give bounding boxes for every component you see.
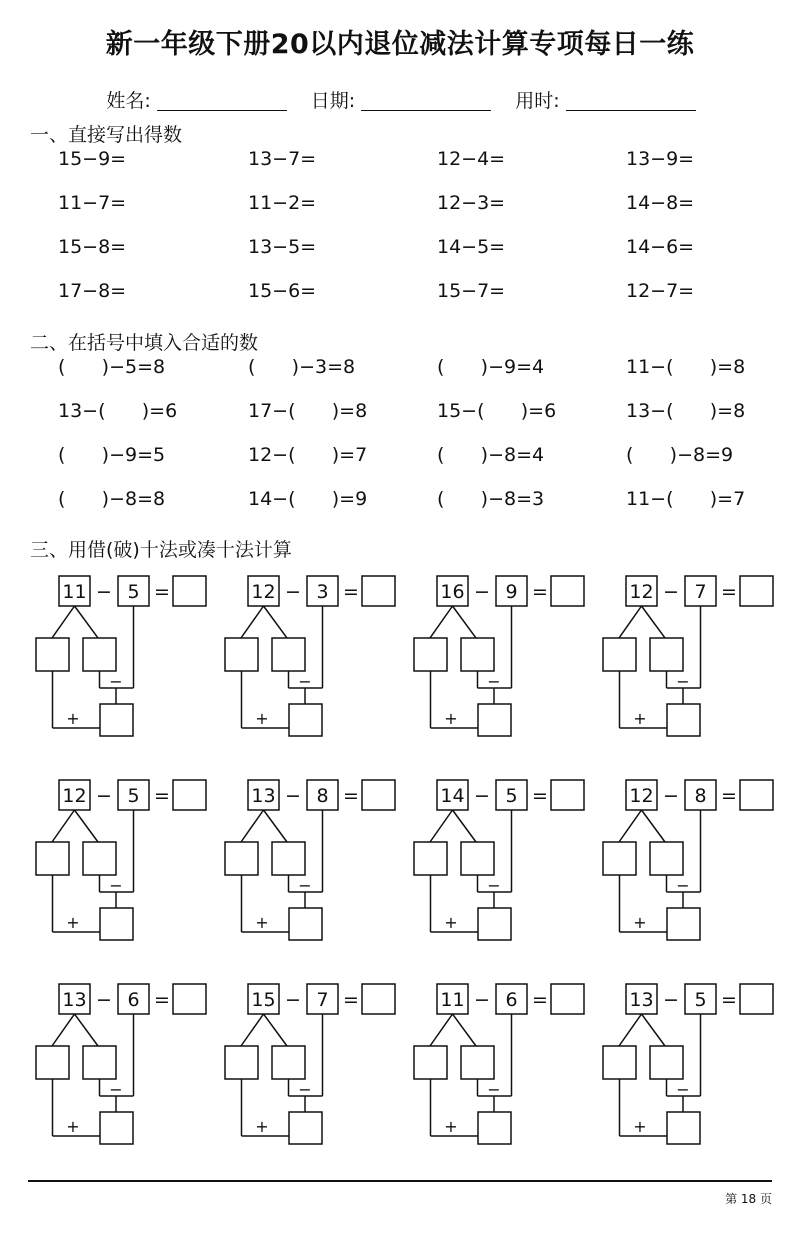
split-box-right (650, 1046, 683, 1079)
split-box-left (414, 842, 447, 875)
minus-sign: − (96, 989, 112, 1011)
split-box-right (461, 1046, 494, 1079)
branch-right (75, 810, 99, 842)
split-box-left (225, 1046, 258, 1079)
branch-left (241, 1014, 264, 1046)
answer-box (740, 984, 773, 1014)
sub-operator: − (298, 672, 312, 691)
split-box-left (36, 1046, 69, 1079)
add-operator: + (633, 1117, 647, 1136)
subtrahend-value: 7 (694, 581, 707, 603)
date-label: 日期: (310, 90, 356, 112)
sub-operator: − (487, 672, 501, 691)
split-box-right (272, 1046, 305, 1079)
result-box (100, 704, 133, 736)
section2-problem: 13−( )=8 (626, 400, 746, 422)
split-box-right (650, 638, 683, 671)
section1-problem: 15−9= (58, 148, 127, 170)
minuend-value: 13 (251, 785, 276, 807)
sub-operator: − (109, 1080, 123, 1099)
split-box-right (83, 1046, 116, 1079)
tree-problem (603, 576, 773, 736)
section2-problem: ( )−8=4 (437, 444, 545, 466)
add-operator: + (444, 1117, 458, 1136)
section1-problem: 14−8= (626, 192, 695, 214)
tree-problem (225, 576, 395, 736)
equals-sign: = (532, 785, 548, 807)
add-operator: + (66, 913, 80, 932)
sub-operator: − (676, 672, 690, 691)
answer-box (740, 576, 773, 606)
split-box-left (36, 638, 69, 671)
section2-problem: ( )−8=8 (58, 488, 166, 510)
minus-sign: − (663, 581, 679, 603)
split-box-left (225, 842, 258, 875)
sub-operator: − (487, 1080, 501, 1099)
result-box (667, 704, 700, 736)
tree-problem (414, 780, 584, 940)
section1-problem: 17−8= (58, 280, 127, 302)
split-box-left (225, 638, 258, 671)
name-label: 姓名: (106, 90, 151, 112)
minuend-value: 11 (440, 989, 465, 1011)
add-operator: + (444, 709, 458, 728)
section1-problem: 11−2= (248, 192, 317, 214)
section1-problem: 12−3= (437, 192, 506, 214)
section1-problem: 15−7= (437, 280, 506, 302)
branch-left (619, 606, 642, 638)
tree-problem (414, 984, 584, 1144)
answer-box (551, 984, 584, 1014)
split-box-right (83, 842, 116, 875)
subtrahend-value: 5 (505, 785, 518, 807)
result-box (289, 1112, 322, 1144)
add-operator: + (66, 709, 80, 728)
section2-problem: 11−( )=8 (626, 356, 746, 378)
subtrahend-value: 8 (316, 785, 329, 807)
minuend-value: 16 (440, 581, 465, 603)
sub-operator: − (298, 876, 312, 895)
branch-left (619, 1014, 642, 1046)
section1-problem: 11−7= (58, 192, 127, 214)
tree-problem (36, 780, 206, 940)
minus-sign: − (663, 989, 679, 1011)
branch-right (642, 810, 666, 842)
split-box-right (272, 638, 305, 671)
tree-problem (36, 984, 206, 1144)
add-operator: + (633, 709, 647, 728)
section1-problem: 15−6= (248, 280, 317, 302)
subtrahend-value: 6 (127, 989, 140, 1011)
minuend-value: 11 (62, 581, 87, 603)
result-box (667, 908, 700, 940)
section1-problem: 12−4= (437, 148, 506, 170)
subtrahend-value: 5 (127, 581, 140, 603)
minuend-value: 12 (629, 581, 654, 603)
sub-operator: − (109, 876, 123, 895)
equals-sign: = (343, 581, 359, 603)
branch-left (241, 606, 264, 638)
equals-sign: = (721, 989, 737, 1011)
answer-box (551, 576, 584, 606)
equals-sign: = (154, 581, 170, 603)
result-box (478, 704, 511, 736)
sub-operator: − (109, 672, 123, 691)
subtrahend-value: 8 (694, 785, 707, 807)
branch-right (453, 606, 477, 638)
section2-problem: 17−( )=8 (248, 400, 368, 422)
tree-problem (603, 780, 773, 940)
section1-problem: 14−5= (437, 236, 506, 258)
time-label: 用时: (515, 90, 560, 112)
minus-sign: − (474, 785, 490, 807)
section1-heading: 一、直接写出得数 (30, 124, 183, 146)
result-box (289, 704, 322, 736)
tree-problem (36, 576, 206, 736)
equals-sign: = (721, 785, 737, 807)
split-box-right (650, 842, 683, 875)
section2-problem: 15−( )=6 (437, 400, 557, 422)
tree-problem (414, 576, 584, 736)
branch-left (52, 810, 75, 842)
minuend-value: 14 (440, 785, 465, 807)
section2-problem: ( )−9=5 (58, 444, 166, 466)
minuend-value: 12 (62, 785, 87, 807)
sub-operator: − (487, 876, 501, 895)
equals-sign: = (532, 989, 548, 1011)
split-box-left (603, 1046, 636, 1079)
minus-sign: − (285, 581, 301, 603)
branch-left (619, 810, 642, 842)
answer-box (173, 780, 206, 810)
equals-sign: = (343, 785, 359, 807)
page-number: 第 18 页 (725, 1192, 772, 1206)
answer-box (173, 576, 206, 606)
result-box (100, 1112, 133, 1144)
section1-problem: 13−7= (248, 148, 317, 170)
minuend-value: 12 (629, 785, 654, 807)
section1-problem: 15−8= (58, 236, 127, 258)
section2-problem: 14−( )=9 (248, 488, 368, 510)
section1-problem: 14−6= (626, 236, 695, 258)
tree-problem (603, 984, 773, 1144)
branch-right (642, 1014, 666, 1046)
sub-operator: − (298, 1080, 312, 1099)
branch-right (453, 810, 477, 842)
split-box-right (272, 842, 305, 875)
section2-problem: ( )−8=9 (626, 444, 734, 466)
section3-heading: 三、用借(破)十法或凑十法计算 (30, 539, 292, 561)
branch-left (430, 606, 453, 638)
tree-problem (225, 780, 395, 940)
section1-problem: 13−9= (626, 148, 695, 170)
minus-sign: − (285, 989, 301, 1011)
branch-right (453, 1014, 477, 1046)
sub-operator: − (676, 1080, 690, 1099)
result-box (478, 1112, 511, 1144)
equals-sign: = (154, 785, 170, 807)
minus-sign: − (474, 581, 490, 603)
section2-problem: ( )−9=4 (437, 356, 545, 378)
add-operator: + (444, 913, 458, 932)
answer-box (362, 780, 395, 810)
answer-box (173, 984, 206, 1014)
section2-problem: 12−( )=7 (248, 444, 368, 466)
equals-sign: = (532, 581, 548, 603)
split-box-left (414, 638, 447, 671)
minus-sign: − (96, 581, 112, 603)
branch-left (430, 1014, 453, 1046)
minuend-value: 13 (629, 989, 654, 1011)
split-box-left (414, 1046, 447, 1079)
split-box-right (461, 638, 494, 671)
minus-sign: − (96, 785, 112, 807)
add-operator: + (255, 913, 269, 932)
branch-right (264, 606, 288, 638)
minus-sign: − (474, 989, 490, 1011)
section2-problem: 11−( )=7 (626, 488, 746, 510)
minus-sign: − (285, 785, 301, 807)
minuend-value: 13 (62, 989, 87, 1011)
branch-left (241, 810, 264, 842)
subtrahend-value: 7 (316, 989, 329, 1011)
section1-problem: 12−7= (626, 280, 695, 302)
answer-box (362, 576, 395, 606)
result-box (100, 908, 133, 940)
split-box-right (461, 842, 494, 875)
subtrahend-value: 3 (316, 581, 329, 603)
answer-box (551, 780, 584, 810)
section2-problem: ( )−3=8 (248, 356, 356, 378)
subtrahend-value: 5 (127, 785, 140, 807)
branch-left (52, 1014, 75, 1046)
add-operator: + (66, 1117, 80, 1136)
minus-sign: − (663, 785, 679, 807)
split-box-left (603, 638, 636, 671)
answer-box (740, 780, 773, 810)
subtrahend-value: 6 (505, 989, 518, 1011)
result-box (478, 908, 511, 940)
result-box (289, 908, 322, 940)
add-operator: + (255, 709, 269, 728)
equals-sign: = (343, 989, 359, 1011)
branch-right (75, 606, 99, 638)
subtrahend-value: 5 (694, 989, 707, 1011)
add-operator: + (255, 1117, 269, 1136)
equals-sign: = (154, 989, 170, 1011)
sub-operator: − (676, 876, 690, 895)
branch-right (642, 606, 666, 638)
minuend-value: 15 (251, 989, 276, 1011)
result-box (667, 1112, 700, 1144)
subtrahend-value: 9 (505, 581, 518, 603)
branch-right (75, 1014, 99, 1046)
section2-problem: ( )−5=8 (58, 356, 166, 378)
split-box-left (36, 842, 69, 875)
split-box-left (603, 842, 636, 875)
branch-right (264, 1014, 288, 1046)
minuend-value: 12 (251, 581, 276, 603)
branch-right (264, 810, 288, 842)
section2-problem: ( )−8=3 (437, 488, 545, 510)
section2-heading: 二、在括号中填入合适的数 (30, 332, 259, 354)
answer-box (362, 984, 395, 1014)
split-box-right (83, 638, 116, 671)
equals-sign: = (721, 581, 737, 603)
footer-divider (28, 1180, 772, 1182)
page-title: 新一年级下册20以内退位减法计算专项每日一练 (105, 29, 695, 60)
branch-left (52, 606, 75, 638)
tree-problem (225, 984, 395, 1144)
section1-problem: 13−5= (248, 236, 317, 258)
add-operator: + (633, 913, 647, 932)
branch-left (430, 810, 453, 842)
section2-problem: 13−( )=6 (58, 400, 178, 422)
